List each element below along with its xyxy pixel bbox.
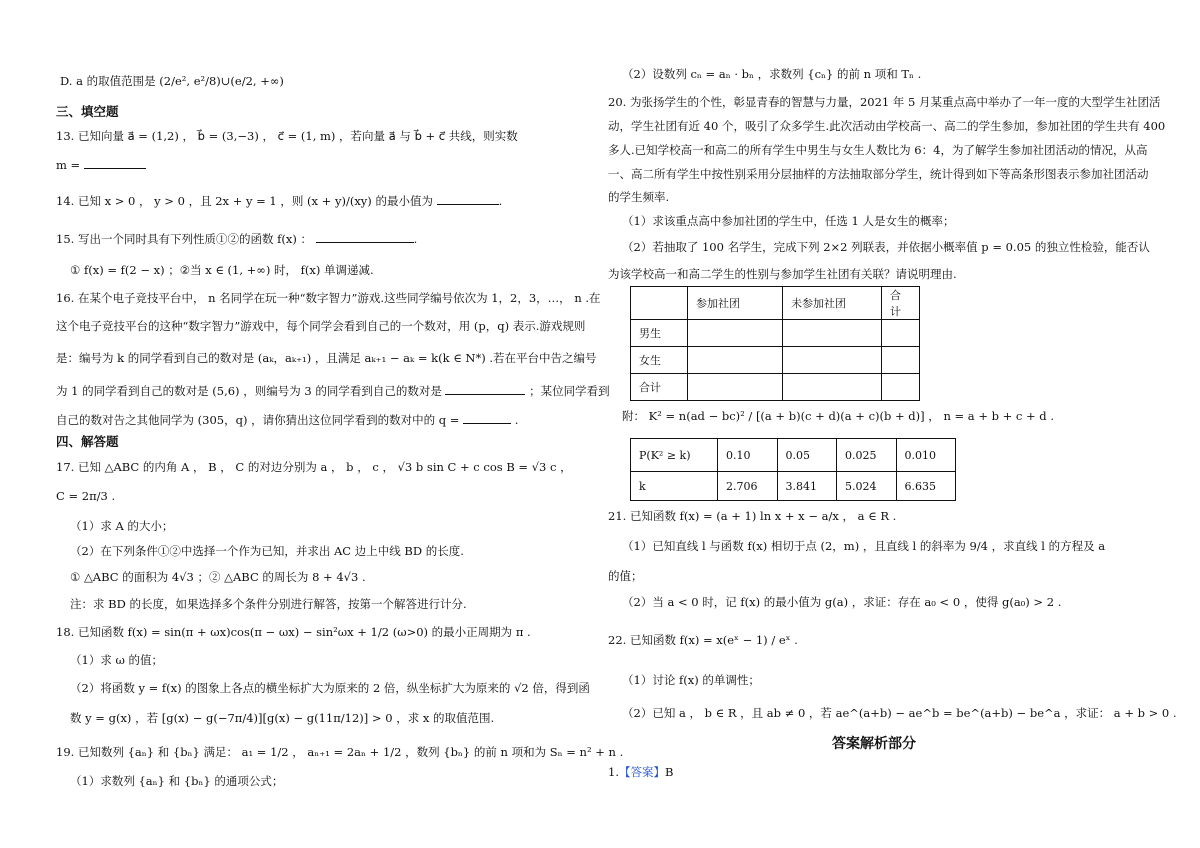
q15-text: 15. 写出一个同时具有下列性质①②的函数 f(x) ： (56, 232, 312, 246)
q13-answer-blank[interactable] (84, 156, 146, 169)
table-input-cell[interactable] (882, 320, 920, 347)
q16-text-b: ；某位同学看到 (529, 384, 610, 398)
q18-part2-line1: （2）将函数 y = f(x) 的图象上各点的横坐标扩大为原来的 2 倍，纵坐标扩大为原来的 √2 倍，得到函 (70, 681, 590, 695)
table-cell: 0.05 (777, 439, 837, 472)
q15-line2: ① f(x) = f(2 − x) ；②当 x ∈ (1, +∞) 时， f(x) 单调递减. (70, 263, 374, 277)
table-input-cell[interactable] (688, 374, 783, 401)
table-cell (631, 287, 688, 320)
q16-text-a: 为 1 的同学看到自己的数对是 (5,6) ，则编号为 3 的同学看到自己的数对是 (56, 384, 442, 398)
q20-part2-line2: 为该学校高一和高二学生的性别与参加学生社团有关联？请说明理由. (608, 267, 957, 281)
q17-conditions: ① △ABC 的面积为 4√3 ；② △ABC 的周长为 8 + 4√3 . (70, 570, 366, 584)
table-row (631, 287, 920, 320)
q20-line4: 一、高二所有学生中按性别采用分层抽样的方法抽取部分学生，统计得到如下等高条形图表示参加社团活动 (608, 167, 1149, 181)
q16-answer-blank-2[interactable] (463, 411, 511, 424)
q21-part1-line1: （1）已知直线 l 与函数 f(x) 相切于点 (2，m) ，且直线 l 的斜率为 9/4 ，求直线 l 的方程及 a (622, 539, 1106, 553)
table-input-cell[interactable] (688, 347, 783, 374)
table-cell: 0.025 (837, 439, 897, 472)
answer-section-heading: 答案解析部分 (832, 736, 916, 752)
q21-part1-line2: 的值； (608, 569, 643, 583)
table-cell: 6.635 (896, 472, 956, 501)
q20-line5: 的学生频率. (608, 190, 670, 204)
q16-line2: 这个电子竞技平台的这种“数字智力”游戏中，每个同学会看到自己的一个数对，用 (p，q) 表示.游戏规则 (56, 319, 586, 333)
q22-part1: （1）讨论 f(x) 的单调性； (622, 673, 760, 687)
q17-part1: （1）求 A 的大小； (70, 519, 174, 533)
table-row (631, 374, 920, 401)
q14-text: 14. 已知 x > 0 ， y > 0 ，且 2x + y = 1 ，则 (x + y)/(xy) 的最小值为 (56, 194, 433, 208)
q19-part2: （2）设数列 cₙ = aₙ · bₙ ，求数列 {cₙ} 的前 n 项和 Tₙ . (622, 67, 922, 81)
table-input-cell[interactable] (882, 347, 920, 374)
q15-line1: 15. 写出一个同时具有下列性质①②的函数 f(x) ： . (56, 232, 418, 246)
q22-line1: 22. 已知函数 f(x) = x(eˣ − 1) / eˣ . (608, 633, 798, 647)
q21-part2: （2）当 a < 0 时，记 f(x) 的最小值为 g(a) ，求证：存在 a₀ < 0 ，使得 g(a₀) > 2 . (622, 595, 1062, 609)
q22-part2: （2）已知 a ， b ∈ R ，且 ab ≠ 0 ，若 ae^(a+b) − ae^b = be^(a+b) − be^a ，求证： a + b > 0 . (622, 706, 1177, 720)
table-cell: 参加社团 (688, 287, 783, 320)
critical-value-table (630, 438, 956, 501)
section-solution-heading: 四、解答题 (56, 434, 119, 449)
table-cell: 2.706 (718, 472, 778, 501)
q18-line1: 18. 已知函数 f(x) = sin(π + ωx)cos(π − ωx) − sin²ωx + 1/2 (ω>0) 的最小正周期为 π . (56, 625, 531, 639)
q16-line5 (56, 411, 518, 428)
q13-label: m = (56, 158, 81, 172)
q14-line: 14. 已知 x > 0 ， y > 0 ，且 2x + y = 1 ，则 (x + y)/(xy) 的最小值为 . (56, 194, 503, 208)
q20-line1: 20. 为张扬学生的个性，彰显青春的智慧与力量，2021 年 5 月某重点高中举办了一年一度的大型学生社团活 (608, 95, 1161, 109)
answer-1-value: B (664, 765, 674, 779)
answer-1 (608, 764, 673, 780)
q13-line1: 13. 已知向量 a⃗ = (1,2) ， b⃗ = (3,−3) ， c⃗ = (1, m) ，若向量 a⃗ 与 b⃗ + c⃗ 共线，则实数 (56, 129, 518, 143)
q14-answer-blank[interactable] (437, 192, 499, 205)
q13-line2 (56, 156, 146, 173)
table-cell: 0.010 (896, 439, 956, 472)
contingency-table (630, 286, 920, 401)
q19-line1: 19. 已知数列 {aₙ} 和 {bₙ} 满足： a₁ = 1/2 ， aₙ₊₁ = 2aₙ + 1/2 ，数列 {bₙ} 的前 n 项和为 Sₙ = n² + n . (56, 745, 624, 759)
q16-answer-blank-1[interactable] (445, 382, 525, 395)
table-cell: 0.10 (718, 439, 778, 472)
q20-part1: （1）求该重点高中参加社团的学生中，任选 1 人是女生的概率； (622, 214, 955, 228)
q20-line3: 多人.已知学校高一和高二的所有学生中男生与女生人数比为 6：4，为了解学生参加社团活动的情况，从高 (608, 143, 1148, 157)
q21-line1: 21. 已知函数 f(x) = (a + 1) ln x + x − a/x ， a ∈ R . (608, 509, 897, 523)
table-input-cell[interactable] (783, 374, 882, 401)
table-cell: 5.024 (837, 472, 897, 501)
q18-part1: （1）求 ω 的值； (70, 653, 164, 667)
table-input-cell[interactable] (783, 320, 882, 347)
table-cell: 3.841 (777, 472, 837, 501)
q17-note: 注：求 BD 的长度，如果选择多个条件分别进行解答，按第一个解答进行计分. (70, 597, 467, 611)
option-d: D. a 的取值范围是 (2/e², e²/8)∪(e/2, +∞) (60, 74, 284, 88)
q17-part2: （2）在下列条件①②中选择一个作为已知，并求出 AC 边上中线 BD 的长度. (70, 544, 464, 558)
table-row (631, 347, 920, 374)
q20-line2: 动，学生社团有近 40 个，吸引了众多学生.此次活动由学校高一、高二的学生参加，参加社团的学生共有 400 (608, 119, 1166, 133)
answer-1-number: 1. (608, 765, 619, 779)
answer-tag: 【答案】 (618, 765, 665, 779)
table-cell: 合计 (882, 287, 920, 320)
table-cell: 合计 (631, 374, 688, 401)
q17-line2: C = 2π/3 . (56, 489, 116, 503)
table-input-cell[interactable] (882, 374, 920, 401)
table-cell: 女生 (631, 347, 688, 374)
q19-part1: （1）求数列 {aₙ} 和 {bₙ} 的通项公式； (70, 774, 284, 788)
table-input-cell[interactable] (688, 320, 783, 347)
section-fill-blank-heading: 三、填空题 (56, 104, 119, 119)
q18-part2-line2: 数 y = g(x) ，若 [g(x) − g(−7π/4)][g(x) − g(11π/12)] > 0 ，求 x 的取值范围. (70, 711, 495, 725)
q16-line1: 16. 在某个电子竞技平台中， n 名同学在玩一种“数字智力”游戏.这些同学编号依次为 1，2，3，…， n .在 (56, 291, 601, 305)
table-cell: k (631, 472, 718, 501)
q16-line4 (56, 382, 610, 399)
table-cell: P(K² ≥ k) (631, 439, 718, 472)
table-cell: 男生 (631, 320, 688, 347)
table-row (631, 439, 956, 472)
q16-text-c: 自己的数对告之其他同学为 (305，q) ，请你猜出这位同学看到的数对中的 q = (56, 413, 460, 427)
table-input-cell[interactable] (783, 347, 882, 374)
q16-text-d: . (514, 413, 519, 427)
left-column (56, 0, 624, 848)
chi-square-formula: 附： K² = n(ad − bc)² / [(a + b)(c + d)(a + c)(b + d)] ， n = a + b + c + d . (622, 409, 1054, 423)
table-cell: 未参加社团 (783, 287, 882, 320)
table-row (631, 472, 956, 501)
q15-answer-blank[interactable] (316, 230, 414, 243)
q20-part2-line1: （2）若抽取了 100 名学生，完成下列 2×2 列联表，并依据小概率值 p = 0.05 的独立性检验，能否认 (622, 240, 1150, 254)
table-row (631, 320, 920, 347)
q16-line3: 是：编号为 k 的同学看到自己的数对是 (aₖ，aₖ₊₁) ，且满足 aₖ₊₁ − aₖ = k(k ∈ N*) .若在平台中告之编号 (56, 351, 597, 365)
right-column (608, 0, 1177, 848)
q17-line1: 17. 已知 △ABC 的内角 A ， B ， C 的对边分别为 a ， b ， c ， √3 b sin C + c cos B = √3 c ， (56, 460, 572, 474)
